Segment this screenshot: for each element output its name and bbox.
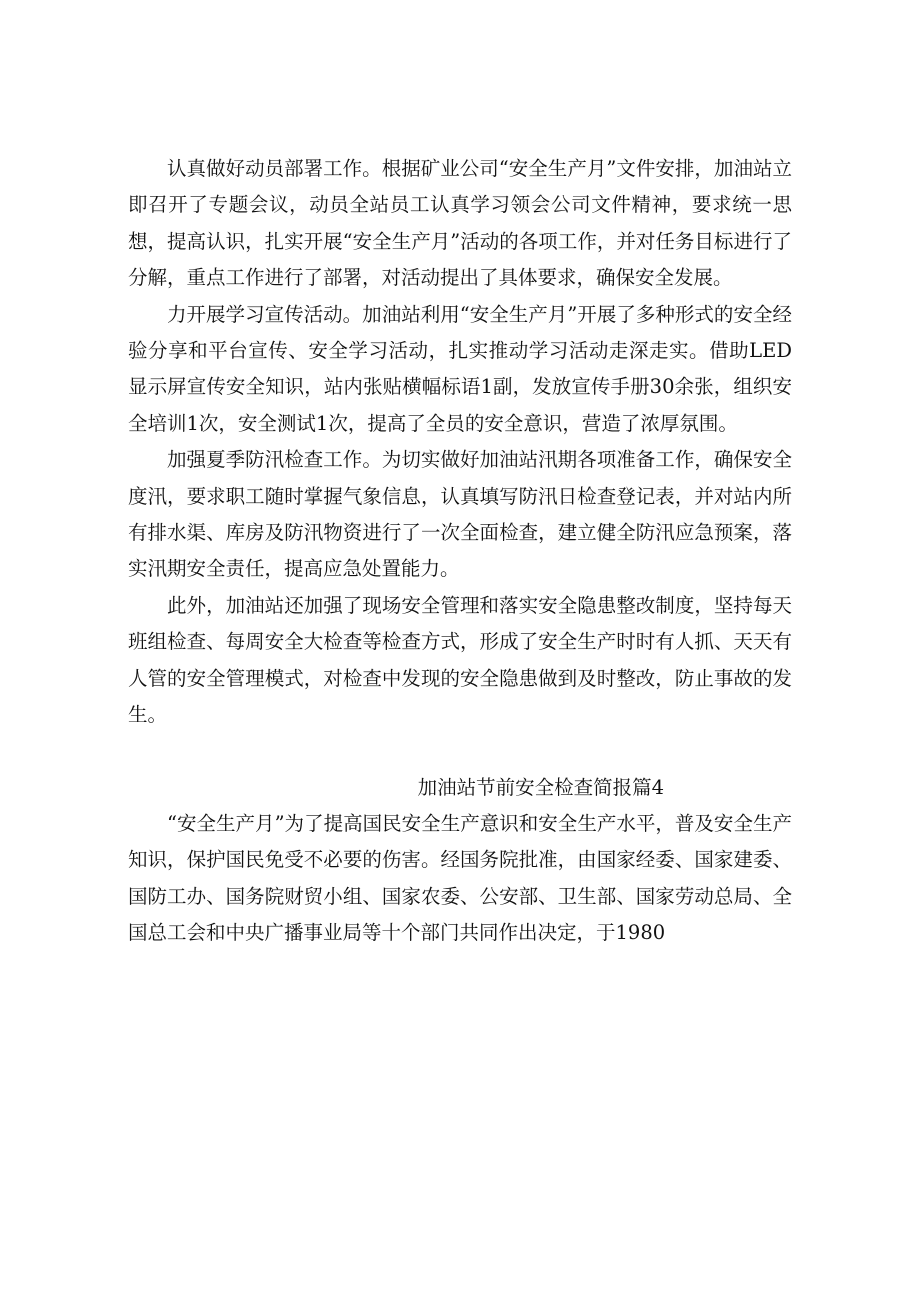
section-spacer [128,734,792,770]
paragraph-publicity: 力开展学习宣传活动。加油站利用“安全生产月”开展了多种形式的安全经验分享和平台宣传、安全学习活动，扎实推动学习活动走深走实。借助LED显示屏宣传安全知识，站内张贴横幅标语1副，发放宣传手册30余张，组织安全培训1次，安全测试1次，提高了全员的安全意识，营造了浓厚氛围。 [128,302,792,435]
paragraph-flood-control: 加强夏季防汛检查工作。为切实做好加油站汛期各项准备工作，确保安全度汛，要求职工随时掌握气象信息，认真填写防汛日检查登记表，并对站内所有排水渠、库房及防汛物资进行了一次全面检查，建立健全防汛应急预案，落实汛期安全责任，提高应急处置能力。 [128,448,792,581]
section-heading: 加油站节前安全检查简报篇4 [417,775,664,799]
paragraph-mobilization: 认真做好动员部署工作。根据矿业公司“安全生产月”文件安排，加油站立即召开了专题会议，动员全站员工认真学习领会公司文件精神，要求统一思想，提高认识，扎实开展“安全生产月”活动的各项工作，并对任务目标进行了分解，重点工作进行了部署，对活动提出了具体要求，确保安全发展。 [128,157,792,290]
document-body [128,151,792,952]
paragraph-safety-month-intro: “安全生产月”为了提高国民安全生产意识和安全生产水平，普及安全生产知识，保护国民免受不必要的伤害。经国务院批准，由国家经委、国家建委、国防工办、国务院财贸小组、国家农委、公安部、卫生部、国家劳动总局、全国总工会和中央广播事业局等十个部门共同作出决定，于1980 [128,811,792,945]
paragraph-site-management: 此外，加油站还加强了现场安全管理和落实安全隐患整改制度，坚持每天班组检查、每周安全大检查等检查方式，形成了安全生产时时有人抓、天天有人管的安全管理模式，对检查中发现的安全隐患做到及时整改，防止事故的发生。 [128,593,792,727]
